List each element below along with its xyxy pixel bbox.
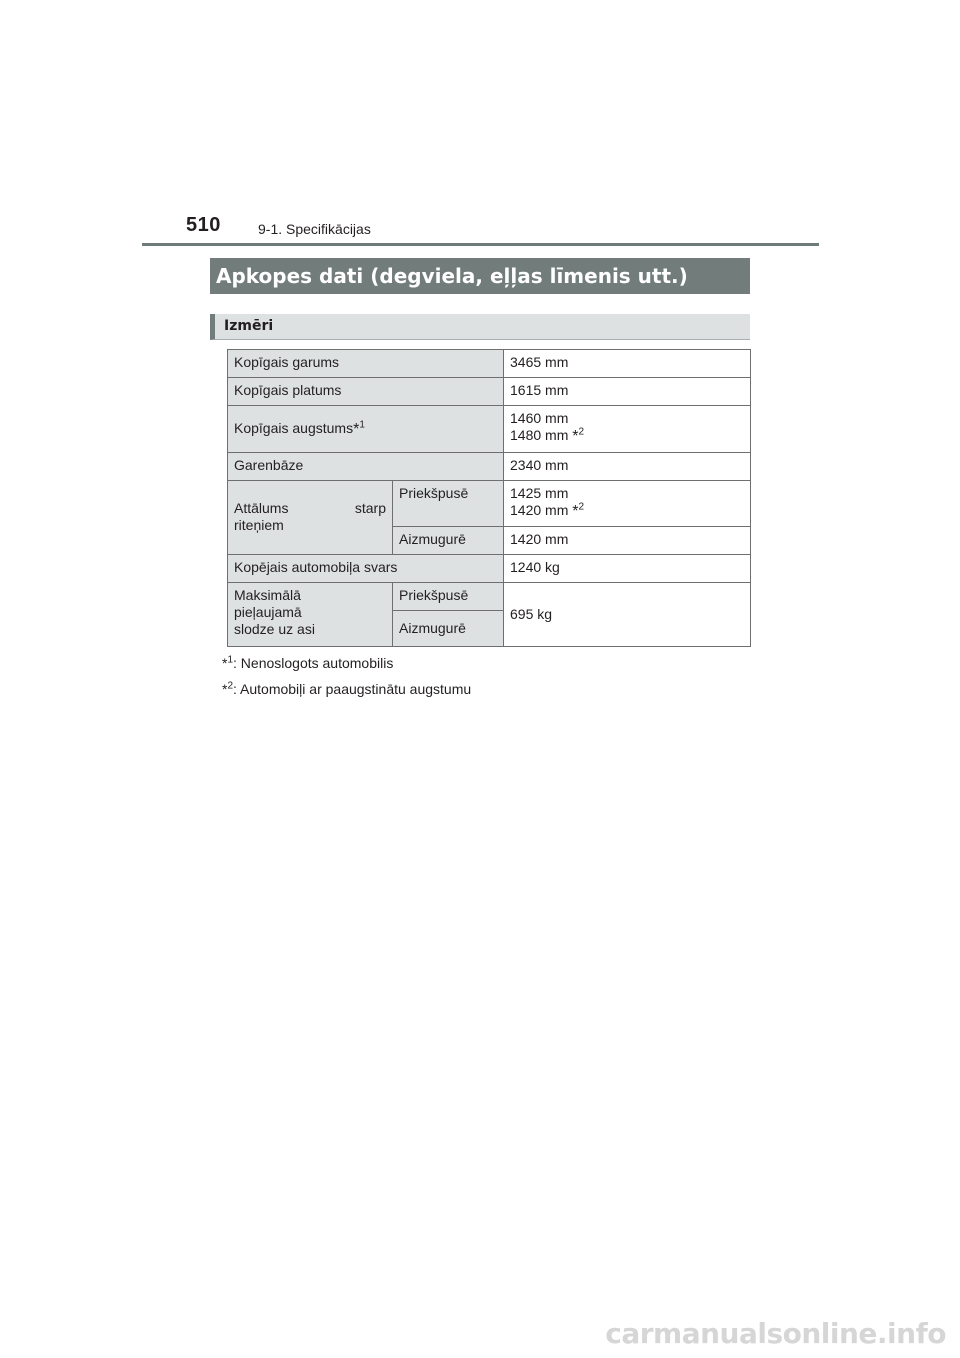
cell-line: riteņiem bbox=[234, 517, 284, 533]
cell-line bbox=[510, 427, 744, 444]
table-row bbox=[228, 406, 751, 453]
footnote-number: 1 bbox=[359, 419, 365, 431]
table-label-cell: Kopējais automobiļa svars bbox=[228, 555, 504, 583]
table-label-cell: Kopīgais platums bbox=[228, 378, 504, 406]
page-number: 510 bbox=[186, 214, 221, 236]
footnote-number: 2 bbox=[578, 426, 585, 438]
table-label-cell: Kopīgais garums bbox=[228, 350, 504, 378]
table-label-cell: Aizmugurē bbox=[393, 611, 504, 647]
footnote-mark: * bbox=[222, 655, 228, 671]
table-value-cell bbox=[504, 406, 751, 453]
footnote-mark: * bbox=[222, 681, 228, 697]
table-label-cell bbox=[228, 406, 504, 453]
table-value-cell: 2340 mm bbox=[504, 453, 751, 481]
cell-line bbox=[510, 502, 744, 519]
table-value-cell: 695 kg bbox=[504, 583, 751, 647]
cell-line: pieļaujamā bbox=[234, 604, 302, 620]
footnote-number: 1 bbox=[227, 654, 234, 666]
cell-line bbox=[234, 500, 386, 517]
table-row bbox=[228, 481, 751, 527]
table-row bbox=[228, 555, 751, 583]
footnote-mark: * bbox=[572, 503, 579, 520]
table-value-cell: 1240 kg bbox=[504, 555, 751, 583]
dimensions-table bbox=[227, 349, 751, 647]
footnote-number: 2 bbox=[227, 680, 234, 692]
footnote-mark: * bbox=[353, 421, 360, 438]
cell-line: 1460 mm bbox=[510, 410, 569, 426]
table-label-cell: Aizmugurē bbox=[393, 527, 504, 555]
footnote-text: : Automobiļi ar paaugstinātu augstumu bbox=[233, 681, 472, 697]
footnote-mark: * bbox=[572, 428, 579, 445]
table-row bbox=[228, 378, 751, 406]
cell-line: slodze uz asi bbox=[234, 621, 315, 637]
section-label: 9-1. Specifikācijas bbox=[258, 221, 371, 237]
footnote-text: : Nenoslogots automobilis bbox=[233, 655, 394, 671]
table-value-cell: 1615 mm bbox=[504, 378, 751, 406]
page-title: Apkopes dati (degviela, eļļas līmenis utt.) bbox=[210, 258, 750, 294]
cell-text: Kopīgais augstums bbox=[234, 420, 354, 436]
table-value-cell: 3465 mm bbox=[504, 350, 751, 378]
table-label-cell bbox=[228, 481, 393, 555]
table-row bbox=[228, 453, 751, 481]
watermark: carmanualsonline.info bbox=[605, 1317, 946, 1350]
table-value-cell: 1420 mm bbox=[504, 527, 751, 555]
cell-line: 1425 mm bbox=[510, 485, 569, 501]
table-row bbox=[228, 350, 751, 378]
cell-text: starp bbox=[354, 500, 386, 516]
footnote bbox=[222, 655, 393, 671]
header-rule bbox=[142, 243, 819, 246]
cell-text: 1480 mm bbox=[510, 427, 569, 443]
table-label-cell: Priekšpusē bbox=[393, 481, 504, 527]
cell-line: Maksimālā bbox=[234, 587, 301, 603]
section-subheading: Izmēri bbox=[210, 314, 750, 340]
table-value-cell bbox=[504, 481, 751, 527]
footnote-number: 2 bbox=[578, 501, 585, 513]
table-row bbox=[228, 583, 751, 611]
table-label-cell bbox=[228, 583, 393, 647]
cell-text: Attālums bbox=[234, 500, 289, 516]
table-label-cell: Priekšpusē bbox=[393, 583, 504, 611]
footnote bbox=[222, 681, 471, 697]
cell-text: 1420 mm bbox=[510, 502, 569, 518]
table-label-cell: Garenbāze bbox=[228, 453, 504, 481]
